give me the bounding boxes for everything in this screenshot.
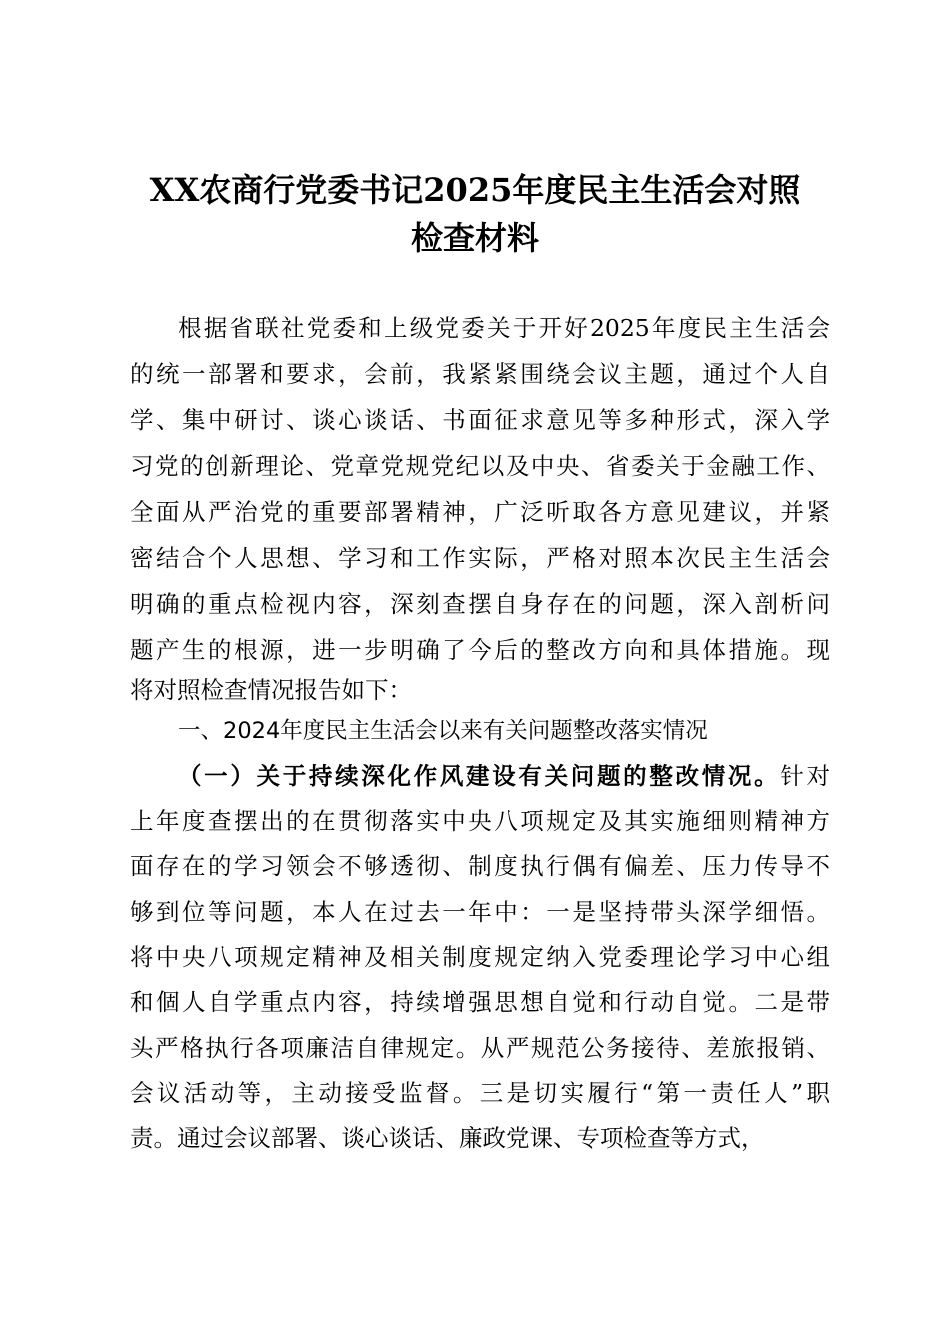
subsection-line: 将中央八项规定精神及相关制度规定纳入党委理论学习中心组 [130, 943, 830, 971]
subsection-line: 面存在的学习领会不够透彻、制度执行偶有偏差、压力传导不 [130, 852, 830, 880]
section-heading: 一、2024年度民主生活会以来有关问题整改落实情况 [178, 718, 708, 744]
intro-line: 明确的重点检视内容，深刻查摆自身存在的问题，深入剖析问 [130, 590, 830, 618]
subsection-line: 头严格执行各项廉洁自律规定。从严规范公务接待、差旅报销、 [130, 1034, 830, 1062]
subsection-heading: （一）关于持续深化作风建设有关问题的整改情况。 [178, 762, 781, 790]
intro-line: 题产生的根源，进一步明确了今后的整改方向和具体措施。现 [130, 636, 830, 664]
subsection-line: 会议活动等，主动接受监督。三是切实履行“第一责任人”职 [130, 1079, 830, 1107]
subsection-first-line [178, 761, 830, 791]
subsection-line: 和個人自学重点内容，持续增强思想自觉和行动自觉。二是带 [130, 988, 830, 1016]
subsection-line: 上年度查摆出的在贯彻落实中央八项规定及其实施细则精神方 [130, 807, 830, 835]
intro-line: 习党的创新理论、党章党规党纪以及中央、省委关于金融工作、 [130, 452, 830, 480]
subsection-lead-text: 针对 [780, 762, 830, 790]
intro-line: 将对照检查情况报告如下： [130, 676, 412, 704]
intro-line: 全面从严治党的重要部署精神，广泛听取各方意见建议，并紧 [130, 498, 830, 526]
intro-line: 根据省联社党委和上级党委关于开好2025年度民主生活会 [178, 314, 830, 342]
intro-line: 学、集中研讨、谈心谈话、书面征求意见等多种形式，深入学 [130, 406, 830, 434]
intro-line: 密结合个人思想、学习和工作实际，严格对照本次民主生活会 [130, 544, 830, 572]
document-title-line-1: XX农商行党委书记2025年度民主生活会对照 [149, 171, 801, 209]
document-title-line-2: 检查材料 [410, 219, 539, 257]
subsection-line: 责。通过会议部署、谈心谈话、廉政党课、专项检查等方式， [130, 1124, 765, 1152]
intro-line: 的统一部署和要求，会前，我紧紧围绕会议主题，通过个人自 [130, 360, 830, 388]
subsection-line: 够到位等问题，本人在过去一年中：一是坚持带头深学细悟。 [130, 898, 830, 926]
